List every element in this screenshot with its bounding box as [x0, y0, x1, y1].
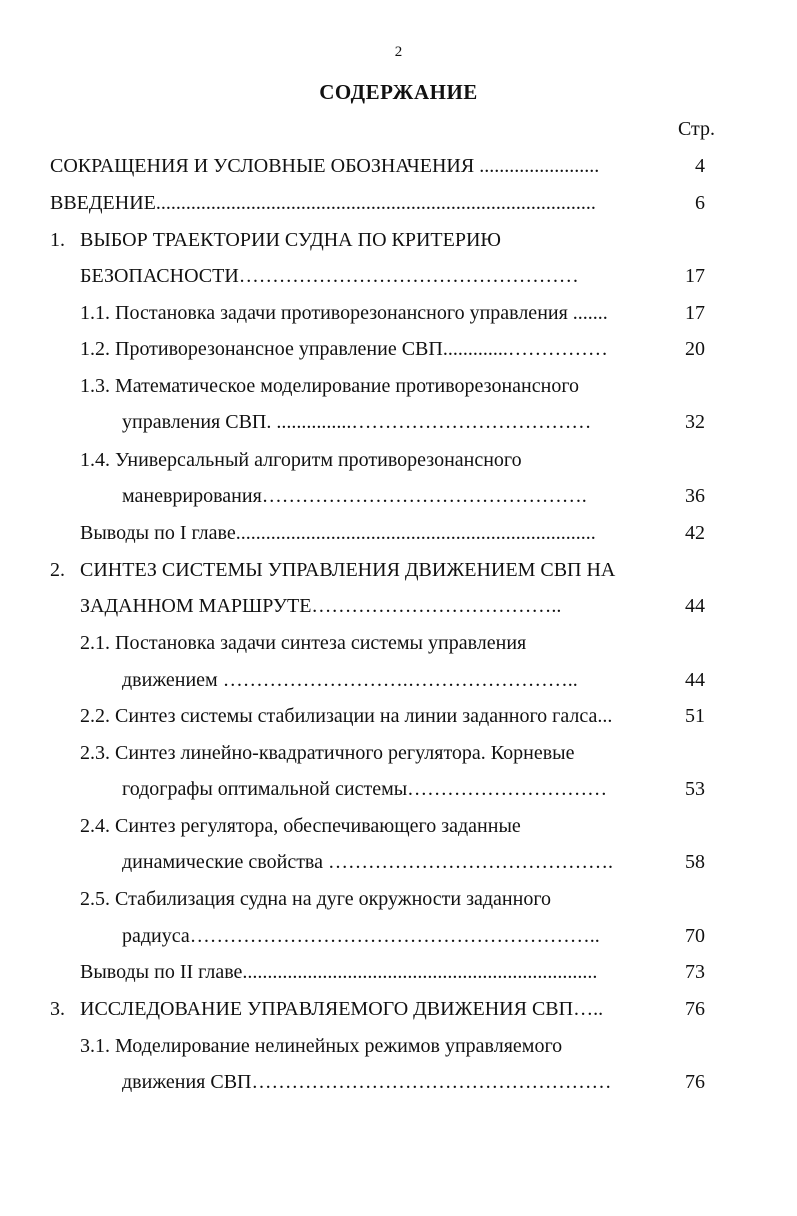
page-column-header: Стр.: [677, 118, 715, 140]
toc-entry-text: движения СВП………………………………………………: [122, 1071, 612, 1093]
toc-entry-page: 6: [695, 192, 705, 214]
toc-chapter-number: 1.: [50, 229, 65, 251]
toc-entry-text: управления СВП. ...............………………………………: [122, 411, 592, 433]
toc-entry-text: 3.1. Моделирование нелинейных режимов управляемого: [80, 1035, 563, 1057]
toc-entry-page: 53: [685, 778, 705, 800]
toc-entry-text: Выводы по II главе.......................................................................: [80, 961, 598, 983]
page-title: СОДЕРЖАНИЕ: [319, 80, 478, 104]
toc-entry-text: БЕЗОПАСНОСТИ……………………………………………: [80, 265, 579, 287]
toc-entry-text: ВЫБОР ТРАЕКТОРИИ СУДНА ПО КРИТЕРИЮ: [80, 229, 501, 251]
toc-entry-page: 51: [685, 705, 705, 727]
toc-entry-page: 36: [685, 485, 705, 507]
toc-entry-page: 58: [685, 851, 705, 873]
toc-entry-text: 2.1. Постановка задачи синтеза системы управления: [80, 632, 527, 654]
page-number: 2: [394, 44, 403, 60]
toc-entry-page: 32: [685, 411, 705, 433]
toc-entry-text: динамические свойства …………………………………….: [122, 851, 613, 873]
toc-entry-page: 42: [685, 522, 705, 544]
toc-entry-page: 20: [685, 338, 705, 360]
toc-entry-text: 1.4. Универсальный алгоритм противорезонансного: [80, 449, 522, 471]
toc-entry-text: движением ……………………….……………………..: [122, 669, 578, 691]
toc-entry-text: СИНТЕЗ СИСТЕМЫ УПРАВЛЕНИЯ ДВИЖЕНИЕМ СВП НА: [80, 559, 616, 581]
toc-entry-text: 2.5. Стабилизация судна на дуге окружности заданного: [80, 888, 552, 910]
toc-entry-text: ВВЕДЕНИЕ........................................................................................: [50, 192, 596, 214]
toc-entry-text: 2.4. Синтез регулятора, обеспечивающего заданные: [80, 815, 521, 837]
toc-entry-text: годографы оптимальной системы…………………………: [122, 778, 608, 800]
toc-entry-page: 70: [685, 925, 705, 947]
toc-entry-page: 17: [685, 265, 705, 287]
toc-entry-text: 2.2. Синтез системы стабилизации на линии заданного галса...: [80, 705, 613, 727]
toc-chapter-number: 3.: [50, 998, 65, 1020]
toc-entry-text: радиуса……………………………………………………..: [122, 925, 600, 947]
toc-entry-text: 2.3. Синтез линейно-квадратичного регулятора. Корневые: [80, 742, 575, 764]
toc-entry-text: ЗАДАННОМ МАРШРУТЕ………………………………..: [80, 595, 562, 617]
toc-entry-text: СОКРАЩЕНИЯ И УСЛОВНЫЕ ОБОЗНАЧЕНИЯ ........................: [50, 155, 600, 177]
toc-entry-text: 1.1. Постановка задачи противорезонансного управления .......: [80, 302, 608, 324]
toc-entry-text: 1.3. Математическое моделирование противорезонансного: [80, 375, 580, 397]
toc-entry-page: 76: [685, 998, 705, 1020]
toc-entry-page: 17: [685, 302, 705, 324]
toc-entry-text: маневрирования………………………………………….: [122, 485, 587, 507]
toc-entry-text: Выводы по I главе........................................................................: [80, 522, 596, 544]
toc-entry-page: 44: [685, 595, 705, 617]
toc-entry-page: 76: [685, 1071, 705, 1093]
toc-entry-text: ИССЛЕДОВАНИЕ УПРАВЛЯЕМОГО ДВИЖЕНИЯ СВП…..: [80, 998, 604, 1020]
toc-entry-page: 4: [695, 155, 705, 177]
toc-entry-page: 44: [685, 669, 705, 691]
toc-entry-text: 1.2. Противорезонансное управление СВП.............……………: [80, 338, 608, 360]
toc-entry-page: 73: [685, 961, 705, 983]
toc-chapter-number: 2.: [50, 559, 65, 581]
